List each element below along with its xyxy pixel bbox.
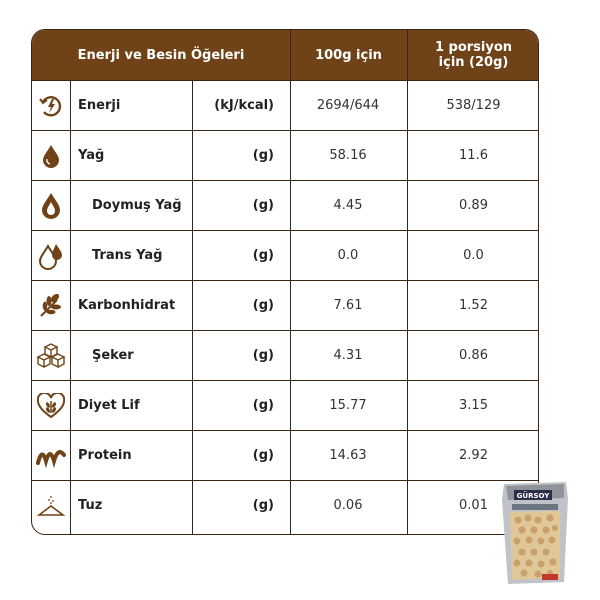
table-row	[32, 480, 538, 530]
value-per-portion: 538/129	[446, 98, 501, 113]
nutrient-name: Tuz	[78, 498, 103, 513]
table-row	[32, 380, 538, 430]
nutrition-table	[31, 29, 539, 535]
nutrient-unit: (g)	[252, 348, 274, 363]
value-per-portion: 2.92	[459, 448, 488, 463]
salt-icon	[32, 481, 70, 530]
value-per-portion: 0.89	[459, 198, 488, 213]
trans-fat-icon	[32, 231, 70, 280]
wheat-icon	[32, 281, 70, 330]
value-per-100g: 7.61	[333, 298, 363, 313]
table-row	[32, 280, 538, 330]
nutrient-unit: (g)	[252, 498, 274, 513]
protein-icon	[32, 431, 70, 480]
value-per-100g: 2694/644	[316, 98, 380, 113]
header-portion-line2: için (20g)	[438, 55, 509, 70]
value-per-100g: 14.63	[329, 448, 367, 463]
nutrient-name: Diyet Lif	[78, 398, 140, 413]
table-row	[32, 230, 538, 280]
nutrient-unit: (g)	[252, 248, 274, 263]
nutrient-unit: (g)	[252, 448, 274, 463]
nutrient-name: Yağ	[78, 148, 105, 163]
fiber-heart-icon	[32, 381, 70, 430]
nutrient-name: Şeker	[92, 348, 134, 363]
sugar-cubes-icon	[32, 331, 70, 380]
saturated-fat-icon	[32, 181, 70, 230]
value-per-portion: 11.6	[459, 148, 488, 163]
value-per-100g: 15.77	[329, 398, 367, 413]
nutrient-unit: (g)	[252, 398, 274, 413]
value-per-100g: 4.31	[333, 348, 363, 363]
table-row	[32, 430, 538, 480]
energy-icon	[32, 81, 70, 130]
value-per-portion: 0.0	[463, 248, 484, 263]
product-package-image	[498, 478, 572, 588]
header-portion	[407, 30, 539, 80]
value-per-portion: 0.01	[459, 498, 488, 513]
nutrient-unit: (g)	[252, 198, 274, 213]
value-per-100g: 58.16	[329, 148, 367, 163]
fat-drop-icon	[32, 131, 70, 180]
nutrient-unit: (g)	[252, 148, 274, 163]
nutrient-name: Doymuş Yağ	[92, 198, 182, 213]
value-per-portion: 1.52	[459, 298, 488, 313]
table-row	[32, 180, 538, 230]
nutrient-name: Karbonhidrat	[78, 298, 176, 313]
value-per-100g: 0.06	[333, 498, 363, 513]
table-row	[32, 130, 538, 180]
nutrient-name: Enerji	[78, 98, 121, 113]
table-header	[32, 30, 538, 80]
nutrient-unit: (kJ/kcal)	[214, 98, 274, 113]
nutrient-name: Protein	[78, 448, 132, 463]
table-row	[32, 330, 538, 380]
header-portion-line1: 1 porsiyon	[434, 40, 513, 55]
header-100g: 100g için	[315, 47, 382, 63]
header-title: Enerji ve Besin Öğeleri	[77, 47, 245, 63]
value-per-100g: 0.0	[337, 248, 359, 263]
value-per-portion: 0.86	[459, 348, 488, 363]
value-per-100g: 4.45	[333, 198, 363, 213]
nutrient-name: Trans Yağ	[92, 248, 163, 263]
package-brand: GÜRSOY	[516, 492, 550, 500]
nutrient-unit: (g)	[252, 298, 274, 313]
value-per-portion: 3.15	[459, 398, 488, 413]
table-row	[32, 80, 538, 130]
